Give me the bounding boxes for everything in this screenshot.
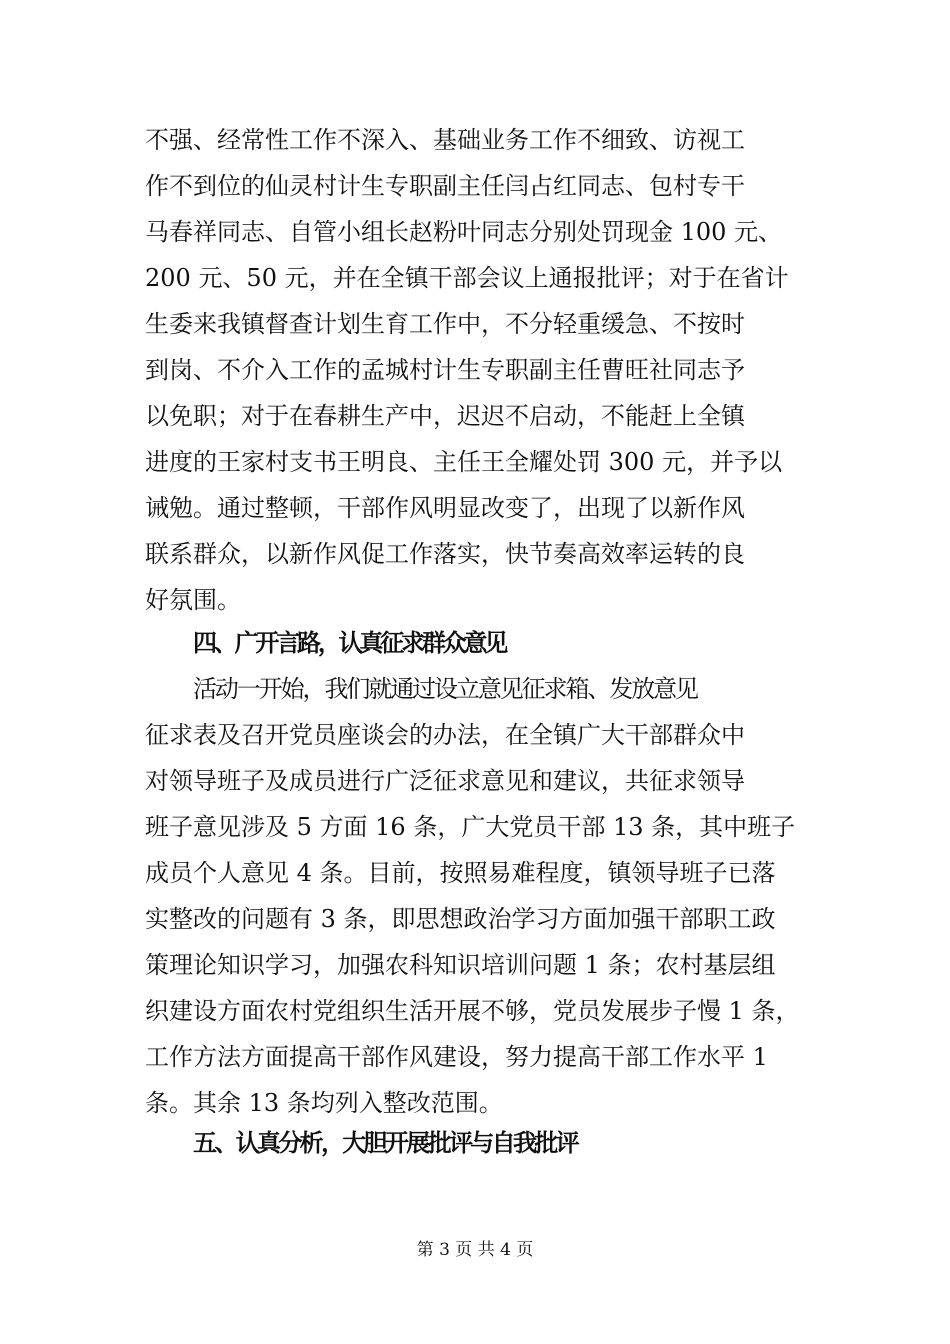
paragraph-line: 200 元、50 元，并在全镇干部会议上通报批评；对于在省计 [145,264,789,292]
paragraph-line: 以免职；对于在春耕生产中，迟迟不启动，不能赶上全镇 [145,402,745,430]
paragraph-line: 联系群众，以新作风促工作落实，快节奏高效率运转的良 [145,540,745,568]
paragraph-line: 作不到位的仙灵村计生专职副主任闫占红同志、包村专干 [145,172,745,200]
paragraph-line: 成员个人意见 4 条。目前，按照易难程度，镇领导班子已落 [145,859,776,887]
paragraph-line: 织建设方面农村党组织生活开展不够，党员发展步子慢 1 条， [145,997,800,1025]
paragraph-line: 诫勉。通过整顿，干部作风明显改变了，出现了以新作风 [145,494,745,522]
paragraph-line: 马春祥同志、自管小组长赵粉叶同志分别处罚现金 100 元、 [145,218,783,246]
paragraph-line: 实整改的问题有 3 条，即思想政治学习方面加强干部职工政 [145,905,776,933]
paragraph-line: 进度的王家村支书王明良、主任王全耀处罚 300 元，并予以 [145,448,783,476]
paragraph-line: 班子意见涉及 5 方面 16 条，广大党员干部 13 条，其中班子 [145,813,796,841]
paragraph-line: 策理论知识学习，加强农科知识培训问题 1 条；农村基层组 [145,951,776,979]
paragraph-line: 条。其余 13 条均列入整改范围。 [145,1089,503,1117]
paragraph-line: 工作方法方面提高干部作风建设，努力提高干部工作水平 1 [145,1043,768,1071]
paragraph-line: 征求表及召开党员座谈会的办法，在全镇广大干部群众中 [145,721,745,749]
paragraph-line: 不强、经常性工作不深入、基础业务工作不细致、访视工 [145,126,745,154]
paragraph-line: 活动一开始，我们就通过设立意见征求箱、发放意见 [193,675,697,703]
paragraph-line: 对领导班子及成员进行广泛征求意见和建议，共征求领导 [145,767,745,795]
paragraph-line: 到岗、不介入工作的孟城村计生专职副主任曹旺社同志予 [145,356,745,384]
paragraph-line: 生委来我镇督查计划生育工作中，不分轻重缓急、不按时 [145,310,745,338]
page-footer: 第 3 页 共 4 页 [416,1240,534,1260]
paragraph-line: 好氛围。 [145,586,241,614]
section-heading: 四、广开言路，认真征求群众意见 [193,629,505,657]
section-heading: 五、认真分析，大胆开展批评与自我批评 [193,1129,577,1157]
